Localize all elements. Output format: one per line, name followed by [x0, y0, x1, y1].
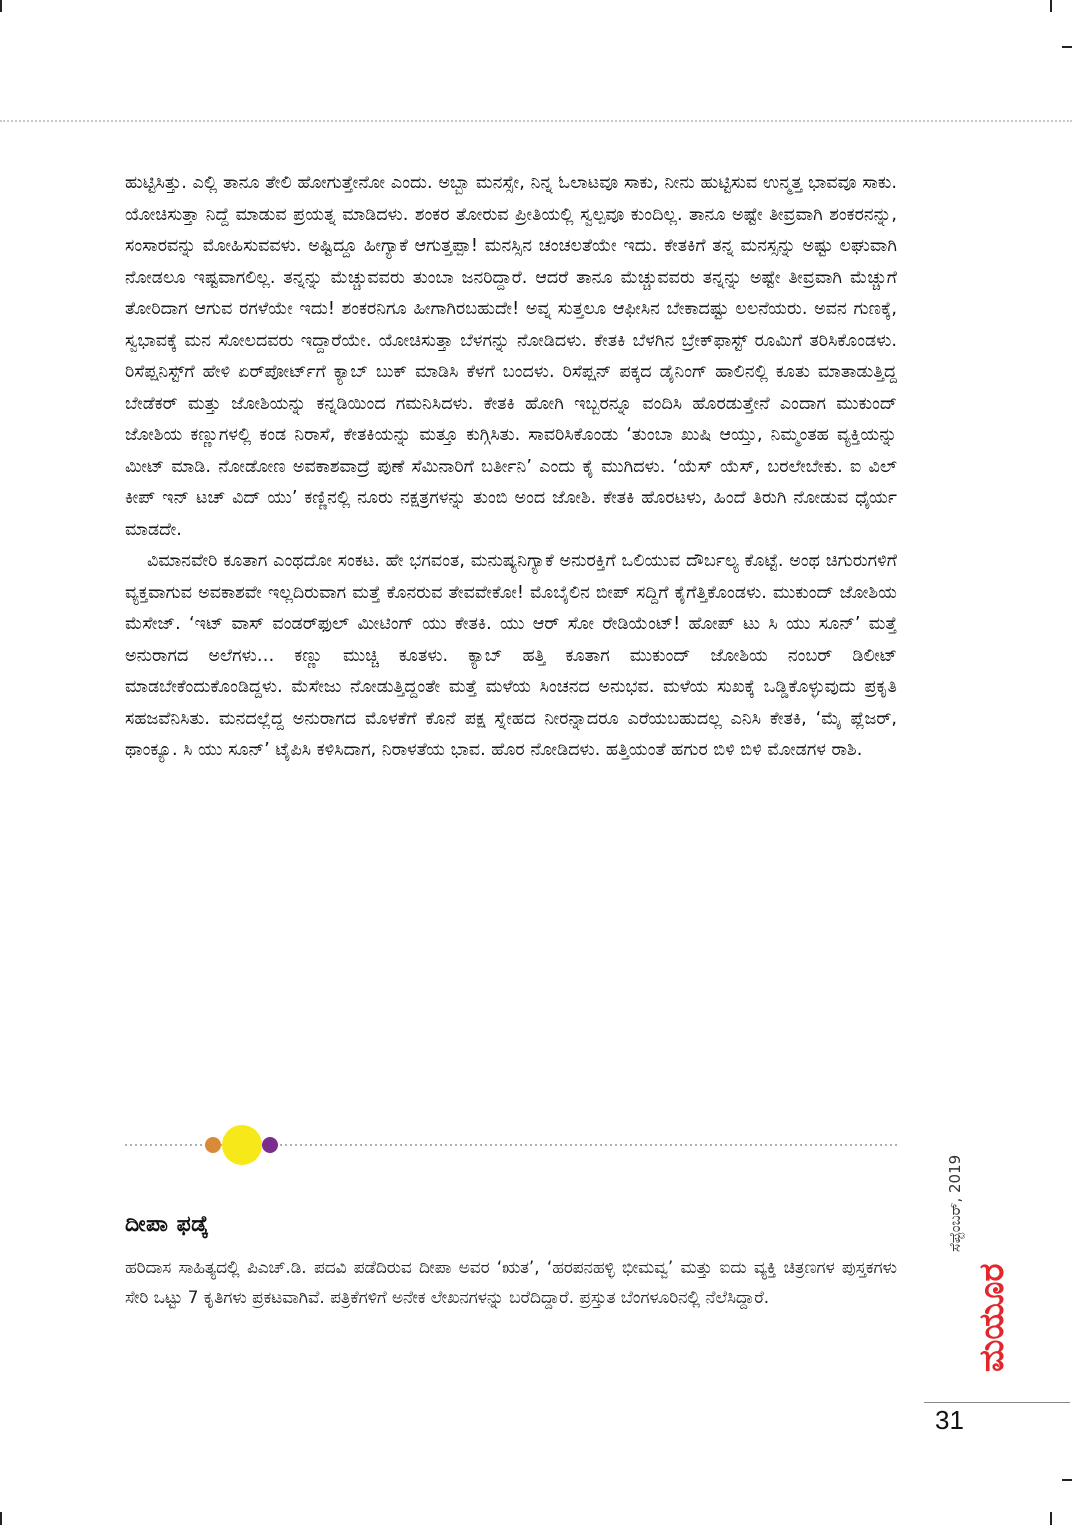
article-paragraph: ಹುಟ್ಟಿಸಿತ್ತು. ಎಲ್ಲಿ ತಾನೂ ತೇಲಿ ಹೋಗುತ್ತೇನೋ ಎಂದು. ಅಬ್ಬಾ ಮನಸ್ಸೇ, ನಿನ್ನ ಓಲಾಟವೂ ಸಾಕು, ನೀನು ಹುಟ್ಟಿಸುವ ಉನ್ಮತ್ತ ಭಾವವೂ ಸಾಕು. ಯೋಚಿಸುತ್ತಾ ನಿದ್ದೆ ಮಾಡುವ ಪ್ರಯತ್ನ ಮಾಡಿದಳು. ಶಂಕರ ತೋರುವ ಪ್ರೀತಿಯಲ್ಲಿ ಸ್ವಲ್ಪವೂ ಕುಂದಿಲ್ಲ. ತಾನೂ ಅಷ್ಟೇ ತೀವ್ರವಾಗಿ ಶಂಕರನನ್ನು, ಸಂಸಾರವನ್ನು ಮೋಹಿಸುವವಳು. ಅಷ್ಟಿದ್ದೂ ಹೀಗ್ಯಾಕೆ ಆಗುತ್ತಪ್ಪಾ! ಮನಸ್ಸಿನ ಚಂಚಲತೆಯೇ ಇದು. ಕೇತಕಿಗೆ ತನ್ನ ಮನಸ್ಸನ್ನು ಅಷ್ಟು ಲಘುವಾಗಿ ನೋಡಲೂ ಇಷ್ಟವಾಗಲಿಲ್ಲ. ತನ್ನನ್ನು ಮೆಚ್ಚುವವರು ತುಂಬಾ ಜನರಿದ್ದಾರೆ. ಆದರೆ ತಾನೂ ಮೆಚ್ಚುವವರು ತನ್ನನ್ನು ಅಷ್ಟೇ ತೀವ್ರವಾಗಿ ಮೆಚ್ಚುಗೆ ತೋರಿದಾಗ ಆಗುವ ರಗಳೆಯೇ ಇದು! ಶಂಕರನಿಗೂ ಹೀಗಾಗಿರಬಹುದೇ! ಅವ್ನ ಸುತ್ತಲೂ ಆಫೀಸಿನ ಬೇಕಾದಷ್ಟು ಲಲನೆಯರು. ಅವನ ಗುಣಕ್ಕೆ, ಸ್ವಭಾವಕ್ಕೆ ಮನ ಸೋಲದವರು ಇದ್ದಾರೆಯೇ. ಯೋಚಿಸುತ್ತಾ ಬೆಳಗನ್ನು ನೋಡಿದಳು. ಕೇತಕಿ ಬೆಳಗಿನ ಬ್ರೇಕ್‌ಫಾಸ್ಟ್ ರೂಮಿಗೆ ತರಿಸಿಕೊಂಡಳು. ರಿಸೆಪ್ಷನಿಸ್ಟ್‌ಗೆ ಹೇಳಿ ಏರ್‌ಪೋರ್ಟ್‌ಗೆ ಕ್ಯಾಬ್ ಬುಕ್ ಮಾಡಿಸಿ ಕೆಳಗೆ ಬಂದಳು. ರಿಸೆಪ್ಷನ್ ಪಕ್ಕದ ಡೈನಿಂಗ್ ಹಾಲಿನಲ್ಲಿ ಕೂತು ಮಾತಾಡುತ್ತಿದ್ದ ಬೇಡೆಕರ್ ಮತ್ತು ಜೋಶಿಯನ್ನು ಕನ್ನಡಿಯಿಂದ ಗಮನಿಸಿದಳು. ಕೇತಕಿ ಹೋಗಿ ಇಬ್ಬರನ್ನೂ ವಂದಿಸಿ ಹೊರಡುತ್ತೇನೆ ಎಂದಾಗ ಮುಕುಂದ್ ಜೋಶಿಯ ಕಣ್ಣುಗಳಲ್ಲಿ ಕಂಡ ನಿರಾಸೆ, ಕೇತಕಿಯನ್ನು ಮತ್ತೂ ಕುಗ್ಗಿಸಿತು. ಸಾವರಿಸಿಕೊಂಡು ‘ತುಂಬಾ ಖುಷಿ ಆಯ್ತು, ನಿಮ್ಮಂತಹ ವ್ಯಕ್ತಿಯನ್ನು ಮೀಟ್ ಮಾಡಿ. ನೋಡೋಣ ಅವಕಾಶವಾದ್ರೆ ಪುಣೆ ಸೆಮಿನಾರಿಗೆ ಬರ್ತೀನಿ’ ಎಂದು ಕೈ ಮುಗಿದಳು. ‘ಯೆಸ್ ಯೆಸ್, ಬರಲೇಬೇಕು. ಐ ವಿಲ್ ಕೀಪ್ ಇನ್ ಟಚ್ ವಿದ್ ಯು’ ಕಣ್ಣಿನಲ್ಲಿ ನೂರು ನಕ್ಷತ್ರಗಳನ್ನು ತುಂಬಿ ಅಂದ ಜೋಶಿ. ಕೇತಕಿ ಹೊರಟಳು, ಹಿಂದೆ ತಿರುಗಿ ನೋಡುವ ಧೈರ್ಯ ಮಾಡದೇ.: [125, 173, 897, 540]
crop-mark-bottom-right: [1050, 1512, 1052, 1525]
author-name: ದೀಪಾ ಫಡ್ಕೆ: [125, 1212, 209, 1237]
crop-mark-right-upper: [1062, 46, 1072, 48]
crop-mark-top-right: [1050, 0, 1052, 12]
crop-mark-bottom-left: [0, 1512, 2, 1525]
magazine-logo: ಮಯೂರ: [972, 1263, 1012, 1372]
article-body: [125, 168, 897, 767]
issue-date: ಸೆಪ್ಟೆಂಬರ್, 2019: [946, 1154, 964, 1252]
divider-dot-orange: [205, 1137, 221, 1153]
section-divider: [125, 1125, 897, 1169]
page-number: 31: [935, 1405, 964, 1435]
crop-mark-top-left: [0, 0, 2, 12]
article-paragraph: ವಿಮಾನವೇರಿ ಕೂತಾಗ ಎಂಥದೋ ಸಂಕಟ. ಹೇ ಭಗವಂತ, ಮನುಷ್ಯನಿಗ್ಯಾಕೆ ಅನುರಕ್ತಿಗೆ ಒಲಿಯುವ ದೌರ್ಬಲ್ಯ ಕೊಟ್ಟೆ. ಅಂಥ ಚಿಗುರುಗಳಿಗೆ ವ್ಯಕ್ತವಾಗುವ ಅವಕಾಶವೇ ಇಲ್ಲದಿರುವಾಗ ಮತ್ತೆ ಕೊನರುವ ತೇವವೇಕೋ! ಮೊಬೈಲಿನ ಬೀಪ್ ಸದ್ದಿಗೆ ಕೈಗೆತ್ತಿಕೊಂಡಳು. ಮುಕುಂದ್ ಜೋಶಿಯ ಮೆಸೇಜ್. ‘ಇಟ್ ವಾಸ್ ವಂಡರ್‌ಫುಲ್ ಮೀಟಿಂಗ್ ಯು ಕೇತಕಿ. ಯು ಆರ್ ಸೋ ರೇಡಿಯೆಂಟ್! ಹೋಪ್ ಟು ಸಿ ಯು ಸೂನ್’ ಮತ್ತೆ ಅನುರಾಗದ ಅಲೆಗಳು… ಕಣ್ಣು ಮುಚ್ಚಿ ಕೂತಳು. ಕ್ಯಾಬ್ ಹತ್ತಿ ಕೂತಾಗ ಮುಕುಂದ್ ಜೋಶಿಯ ನಂಬರ್ ಡಿಲೀಟ್ ಮಾಡಬೇಕೆಂದುಕೊಂಡಿದ್ದಳು. ಮೆಸೇಜು ನೋಡುತ್ತಿದ್ದಂತೇ ಮತ್ತೆ ಮಳೆಯ ಸಿಂಚನದ ಅನುಭವ. ಮಳೆಯ ಸುಖಕ್ಕೆ ಒಡ್ಡಿಕೊಳ್ಳುವುದು ಪ್ರಕೃತಿ ಸಹಜವೆನಿಸಿತು. ಮನದಲ್ಲೆದ್ದ ಅನುರಾಗದ ಮೊಳಕೆಗೆ ಕೊನೆ ಪಕ್ಷ ಸ್ನೇಹದ ನೀರನ್ನಾದರೂ ಎರೆಯಬಹುದಲ್ಲ ಎನಿಸಿ ಕೇತಕಿ, ‘ಮೈ ಪ್ಲೆಜರ್, ಥಾಂಕ್ಯೂ. ಸಿ ಯು ಸೂನ್’ ಟೈಪಿಸಿ ಕಳಿಸಿದಾಗ, ನಿರಾಳತೆಯ ಭಾವ. ಹೊರ ನೋಡಿದಳು. ಹತ್ತಿಯಂತೆ ಹಗುರ ಬಿಳಿ ಬಿಳಿ ಮೋಡಗಳ ರಾಶಿ.: [125, 551, 897, 760]
divider-dot-yellow: [222, 1125, 262, 1165]
crop-mark-right-lower: [1062, 1479, 1072, 1481]
divider-dot-purple: [262, 1137, 278, 1153]
top-dotted-rule: [0, 120, 1072, 122]
page-number-rule: [924, 1402, 1070, 1403]
author-bio: ಹರಿದಾಸ ಸಾಹಿತ್ಯದಲ್ಲಿ ಪಿಎಚ್.ಡಿ. ಪದವಿ ಪಡೆದಿರುವ ದೀಪಾ ಅವರ ‘ಋತ’, ‘ಹರಪನಹಳ್ಳಿ ಭೀಮವ್ವ’ ಮತ್ತು ಐದು ವ್ಯಕ್ತಿ ಚಿತ್ರಣಗಳ ಪುಸ್ತಕಗಳು ಸೇರಿ ಒಟ್ಟು 7 ಕೃತಿಗಳು ಪ್ರಕಟವಾಗಿವೆ. ಪತ್ರಿಕೆಗಳಿಗೆ ಅನೇಕ ಲೇಖನಗಳನ್ನು ಬರೆದಿದ್ದಾರೆ. ಪ್ರಸ್ತುತ ಬೆಂಗಳೂರಿನಲ್ಲಿ ನೆಲೆಸಿದ್ದಾರೆ.: [125, 1257, 897, 1307]
